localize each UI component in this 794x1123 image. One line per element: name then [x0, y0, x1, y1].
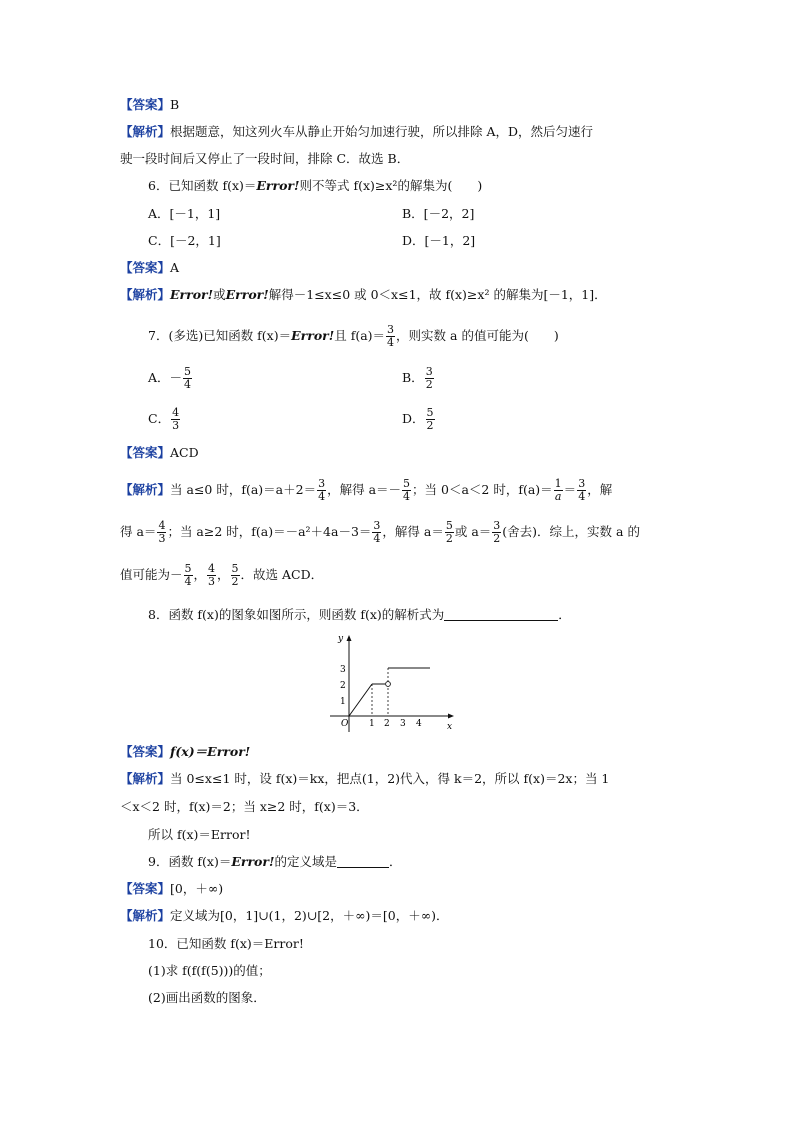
q7-c-comma2: ， — [217, 567, 230, 582]
q7-c-text1: 值可能为－ — [120, 567, 183, 582]
frac-num: 3 — [493, 519, 501, 532]
frac — [372, 520, 381, 545]
q9-answer: [0，＋∞) — [170, 881, 224, 896]
frac-den: 2 — [231, 575, 239, 588]
q9-stem-b: 的定义域是 — [274, 854, 337, 869]
q5-analysis-text1: 根据题意，知这列火车从静止开始匀加速行驶，所以排除 A，D，然后匀速行 — [170, 124, 594, 139]
origin-label: O — [341, 719, 349, 729]
frac — [317, 478, 326, 503]
x-axis-label: x — [447, 722, 453, 732]
x-tick-3: 3 — [400, 719, 406, 729]
q6-analysis-text: 解得－1≤x≤0 或 0＜x≤1，故 f(x)≥x² 的解集为[－1，1]． — [268, 287, 607, 302]
frac-num: 3 — [578, 477, 586, 490]
analysis-tag: 【解析】 — [120, 482, 171, 497]
frac — [402, 478, 411, 503]
frac — [577, 478, 586, 503]
q7-c-text2: ．故选 ACD． — [240, 567, 324, 582]
analysis-tag: 【解析】 — [120, 908, 171, 923]
q7-stem-b: 且 f(a)＝ — [334, 328, 386, 343]
q7-options-ab — [148, 366, 708, 391]
frac-den: 4 — [318, 490, 326, 503]
answer-tag: 【答案】 — [120, 260, 171, 275]
analysis-tag: 【解析】 — [120, 124, 171, 139]
q10-stem: 10．已知函数 f(x)＝Error! — [148, 936, 304, 951]
frac-num: 5 — [403, 477, 411, 490]
frac — [492, 520, 501, 545]
q7-analysis-line2 — [120, 520, 680, 545]
q7-option-c-label: C． — [148, 411, 171, 426]
frac-num: 4 — [158, 519, 166, 532]
q6-or: 或 — [213, 287, 226, 302]
q6-option-c: C．[－2，1] — [148, 233, 221, 248]
frac-num: 4 — [208, 562, 216, 575]
q6-options-cd — [148, 234, 708, 248]
q6-error-1: Error! — [170, 287, 214, 302]
answer-blank — [444, 608, 558, 621]
q6-option-d: D．[－1，2] — [402, 233, 476, 248]
frac-num: 5 — [184, 562, 192, 575]
q7-stem — [148, 324, 708, 349]
frac — [207, 563, 216, 588]
frac-num: 3 — [373, 519, 381, 532]
frac-num: 5 — [445, 519, 453, 532]
frac-num: 5 — [231, 562, 239, 575]
q6-stem-a: 6．已知函数 — [148, 178, 223, 193]
q6-stem-b: 则不等式 — [299, 178, 354, 193]
q6-answer-line — [120, 261, 680, 275]
q7-answer-line — [120, 446, 680, 460]
q5-answer: B — [170, 97, 180, 112]
frac-den: 2 — [425, 378, 433, 391]
q7-analysis-line1 — [120, 478, 680, 503]
frac — [157, 520, 166, 545]
x-axis-arrow — [448, 714, 454, 719]
frac-den: 4 — [184, 378, 192, 391]
q7-option-d-label: D． — [402, 411, 425, 426]
q7-options-cd — [148, 407, 708, 432]
q7-b-text1: 得 a＝ — [120, 524, 157, 539]
q6-option-b: B．[－2，2] — [402, 206, 475, 221]
y-axis-label: y — [338, 634, 344, 644]
q5-answer-line — [120, 98, 680, 112]
frac-den: 3 — [172, 419, 180, 432]
q7-option-a-frac — [183, 366, 192, 391]
q6-option-a: A．[－1，1] — [148, 206, 221, 221]
frac-den: 2 — [426, 419, 434, 432]
q6-ineq: f(x)≥x² — [353, 178, 398, 193]
q7-a-text1: 当 a≤0 时，f(a)＝a＋2＝ — [170, 482, 317, 497]
answer-tag: 【答案】 — [120, 445, 171, 460]
frac-num: 4 — [172, 406, 180, 419]
frac-den: 2 — [493, 532, 501, 545]
frac-den: 4 — [578, 490, 586, 503]
analysis-tag: 【解析】 — [120, 771, 171, 786]
frac-den: 2 — [445, 532, 453, 545]
q7-fraction — [386, 324, 395, 349]
segment-rising — [349, 684, 372, 716]
q8-period: ． — [558, 607, 571, 622]
answer-tag: 【答案】 — [120, 744, 171, 759]
q8-stem — [148, 608, 708, 622]
q6-stem — [148, 179, 708, 193]
frac-num: 3 — [318, 477, 326, 490]
y-tick-2: 2 — [340, 681, 346, 691]
analysis-tag: 【解析】 — [120, 287, 171, 302]
q5-analysis-line2: 驶一段时间后又停止了一段时间，排除 C．故选 B． — [120, 151, 410, 166]
q8-analysis-text1: 当 0≤x≤1 时，设 f(x)＝kx，把点(1，2)代入，得 k＝2，所以 f(x)＝2x；当 1 — [170, 771, 610, 786]
graph-svg — [330, 632, 460, 734]
q7-b-text4: 或 a＝ — [454, 524, 492, 539]
open-point — [386, 682, 391, 687]
q10-part1: (1)求 f(f(f(5)))的值； — [148, 963, 271, 978]
q7-a-text5: ，解 — [587, 482, 613, 497]
function-graph — [330, 632, 460, 734]
q7-stem-a: 7．(多选)已知函数 f(x)＝ — [148, 328, 292, 343]
y-tick-1: 1 — [340, 697, 346, 707]
q10-part2: (2)画出函数的图象． — [148, 990, 266, 1005]
q7-b-text3: ，解得 a＝ — [382, 524, 444, 539]
frac-den: 4 — [184, 575, 192, 588]
q6-options-ab — [148, 207, 708, 221]
x-tick-4: 4 — [416, 719, 422, 729]
frac-num: 5 — [184, 365, 192, 378]
frac-num: 5 — [426, 406, 434, 419]
q9-analysis-text: 定义域为[0，1]∪(1，2)∪[2，＋∞)＝[0，＋∞)． — [170, 908, 449, 923]
q8-analysis-line3: 所以 f(x)＝Error! — [148, 827, 251, 842]
answer-tag: 【答案】 — [120, 97, 171, 112]
frac-num: 1 — [554, 477, 562, 490]
q7-a-text3: ；当 0＜a＜2 时，f(a)＝ — [412, 482, 553, 497]
q5-analysis-line1 — [120, 125, 680, 139]
answer-tag: 【答案】 — [120, 881, 171, 896]
q7-analysis-line3 — [120, 563, 680, 588]
answer-blank — [337, 855, 389, 868]
q7-option-b-frac — [425, 366, 434, 391]
q7-error: Error! — [291, 328, 335, 343]
q9-period: ． — [388, 854, 402, 869]
frac-den: 4 — [373, 532, 381, 545]
q8-stem-text: 8．函数 f(x)的图象如图所示，则函数 f(x)的解析式为 — [148, 607, 445, 622]
q9-error: Error! — [231, 854, 275, 869]
q7-option-b — [402, 366, 435, 391]
q6-stem-c: 的解集为( ) — [397, 178, 483, 193]
x-tick-2: 2 — [384, 719, 390, 729]
q9-stem-a: 9．函数 f(x)＝ — [148, 854, 232, 869]
frac — [184, 563, 193, 588]
q7-option-c-frac — [171, 407, 180, 432]
q7-b-text5: (舍去)．综上，实数 a 的 — [502, 524, 640, 539]
q7-option-d — [402, 407, 436, 432]
y-axis-arrow — [347, 635, 352, 641]
x-tick-1: 1 — [369, 719, 375, 729]
frac — [554, 478, 563, 503]
frac — [445, 520, 454, 545]
q7-stem-c: ，则实数 a 的值可能为( ) — [396, 328, 559, 343]
q8-answer-line — [120, 745, 680, 759]
frac-den: 4 — [403, 490, 411, 503]
frac-den: 3 — [158, 532, 166, 545]
q7-b-text2: ；当 a≥2 时，f(a)＝－a²＋4a－3＝ — [167, 524, 372, 539]
q8-analysis-line1 — [120, 772, 680, 786]
q7-a-text4: ＝ — [563, 482, 577, 497]
frac-den: a — [554, 490, 562, 503]
frac-den: 4 — [387, 336, 395, 349]
q6-analysis-line — [120, 288, 680, 302]
q9-answer-line — [120, 882, 680, 896]
q8-analysis-line2: ＜x＜2 时，f(x)＝2；当 x≥2 时，f(x)＝3． — [120, 799, 369, 814]
q6-error-2: Error! — [225, 287, 269, 302]
q7-c-comma: ， — [193, 567, 207, 582]
q8-answer: f(x)＝Error! — [170, 744, 251, 759]
q6-fx: f(x)＝ — [222, 178, 257, 193]
frac-den: 3 — [208, 575, 216, 588]
q9-analysis-line — [120, 909, 680, 923]
q7-option-d-frac — [426, 407, 435, 432]
frac-num: 3 — [425, 365, 433, 378]
y-tick-3: 3 — [340, 665, 346, 675]
q7-option-a-label: A．－ — [148, 370, 183, 385]
q9-stem — [148, 855, 708, 869]
frac — [231, 563, 240, 588]
q6-error: Error! — [256, 178, 300, 193]
q7-answer: ACD — [170, 445, 199, 460]
q7-a-text2: ，解得 a＝－ — [327, 482, 402, 497]
q6-answer: A — [170, 260, 180, 275]
q7-option-b-label: B． — [402, 370, 424, 385]
frac-num: 3 — [387, 323, 395, 336]
